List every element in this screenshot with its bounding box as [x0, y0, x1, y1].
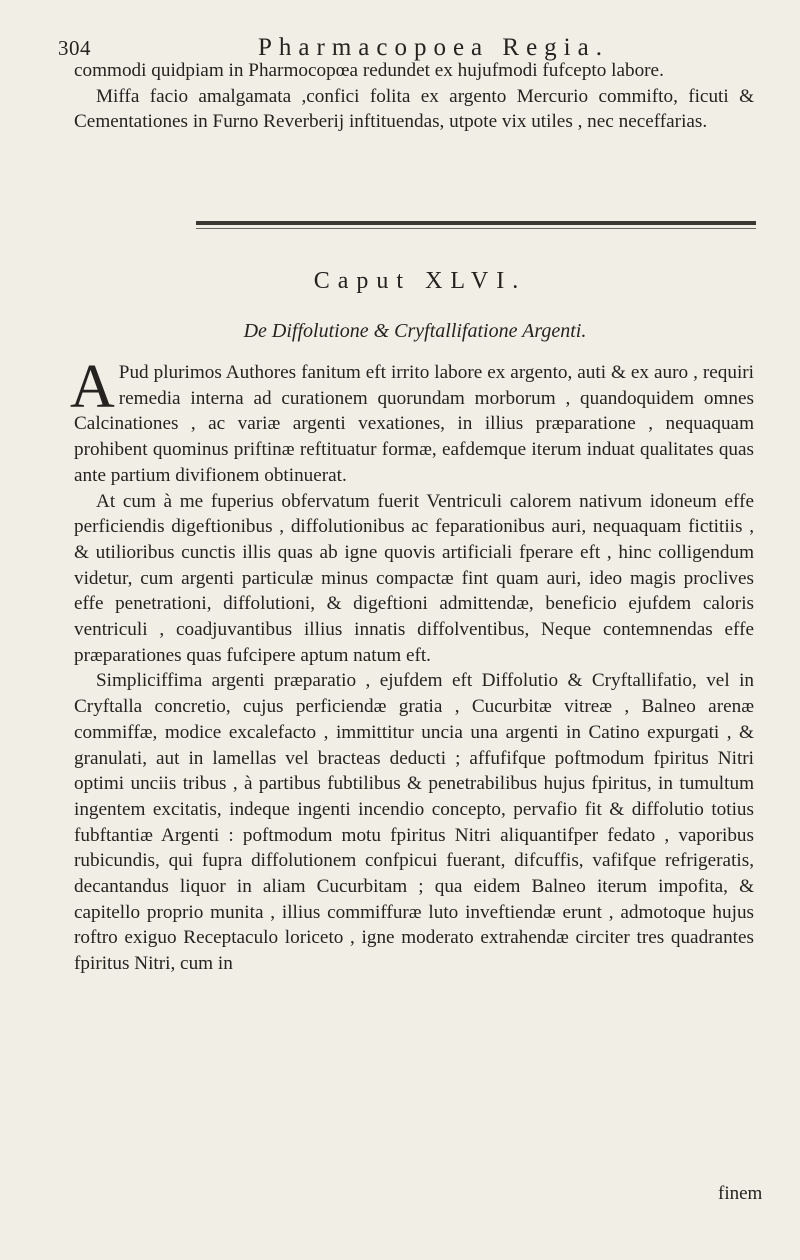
section-rule-thin — [196, 228, 756, 229]
paragraph: At cum à me fuperius obfervatum fuerit Ventriculi calorem nativum idoneum effe perficiendis digeftionibus , diffolutionibus ac feparationibus auri, nequaquam fictitiis , & utilioribus cunctis illis quas ab igne quovis artificiali fperare eft , hinc colligendum videtur, cum argenti particulæ minus compactæ fint quam auri, ideo magis proclives effe penetrationi, diffolutioni, & digeftioni admittendæ, beneficio ejufdem caloris ventriculi , coadjuvantibus illius innatis diffolventibus, Neque contemnendas effe præparationes quas fufcipere aptum natum eft. — [74, 490, 754, 666]
paragraph-text: Pud plurimos Authores fanitum eft irrito labore ex argento, auti & ex auro , requiri remedia interna ad curationem quorundam morborum , quandoquidem omnes Calcinationes , ac variæ argenti vexationes, in illius præparatione , nequaquam prohibent quominus priftinæ reftituatur formæ, eafdemque iterum induat qualitates quas ante partium divifionem obtinuerat. — [74, 362, 754, 486]
chapter-subtitle: De Diffolutione & Cryftallifatione Argenti. — [243, 320, 587, 342]
paragraph: Simpliciffima argenti præparatio , ejufdem eft Diffolutio & Cryftallifatio, vel in Cryftalla concretio, cujus perficiendæ gratia , Cucurbitæ vitreæ , Balneo arenæ commiffæ, modice excalefacto , immittitur uncia una argenti in Catino expurgati , & granulati, aut in lamellas vel bracteas deducti ; affufifque poftmodum fpiritus Nitri optimi unciis tribus , à partibus fubtilibus & penetrabilibus hujus fpiritus, in tumultum ingentem excitatis, indeque ingenti incendio concepto, pervafio fit & diffolutio totius fubftantiæ Argenti : poftmodum motu fpiritus Nitri aliquantifper fedato , vaporibus rubicundis, qui fupra diffolutionem confpicui fuerant, difcuffis, vafifque refrigeratis, decantandus liquor in aliam Cucurbitam ; qua eidem Balneo iterum impofita, & capitello proprio munita , illius commiffuræ luto inveftiendæ erunt , admotoque hujus roftro exiguo Receptaculo loriceto , igne moderato extrahendæ circiter tres quadrantes fpiritus Nitri, cum in — [74, 670, 754, 975]
drop-cap: A — [70, 353, 115, 421]
paragraph: commodi quidpiam in Pharmocopœa redundet ex hujufmodi fufcepto labore. — [74, 60, 664, 81]
section-rule — [196, 221, 756, 225]
page-number: 304 — [58, 36, 91, 60]
paragraph — [70, 353, 754, 489]
catchword: finem — [718, 1183, 763, 1204]
running-title: Pharmacopoea Regia. — [258, 34, 609, 61]
paragraph: Miffa facio amalgamata ,confici folita ex argento Mercurio commifto, ficuti & Cementationes in Furno Reverberij inftituendas, utpote vix utiles , nec neceffarias. — [74, 85, 754, 133]
chapter-heading: Caput XLVI. — [313, 268, 527, 294]
body-text — [70, 353, 754, 977]
intro-text — [74, 58, 754, 135]
